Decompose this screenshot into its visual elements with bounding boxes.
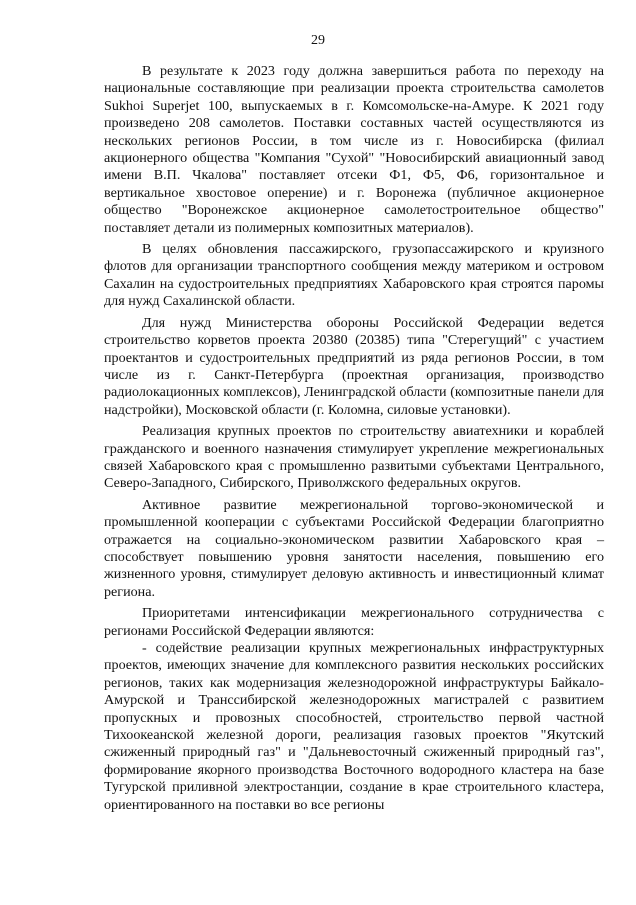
paragraph-interregional-links: Реализация крупных проектов по строительству авиатехники и кораблей гражданского и военного назначения стимулирует укрепление межрегиональных связей Хабаровского края с промышленно развитыми субъектами Центрального, Северо-Западного, Сибирского, Приволжского федеральных округов.	[104, 423, 604, 492]
document-body	[104, 63, 604, 814]
paragraph-cooperation-benefits: Активное развитие межрегиональной торгово-экономической и промышленной кооперации с субъектами Российской Федерации благоприятно отражается на социально-экономическом развитии Хабаровского края – способствует повышению уровня занятости населения, повышению его жизненного уровня, стимулирует деловую активность и инвестиционный климат региона.	[104, 496, 604, 600]
paragraph-superjet: В результате к 2023 году должна завершиться работа по переходу на национальные составляющие при реализации проекта строительства самолетов Sukhoi Superjet 100, выпускаемых в г. Комсомольске-на-Амуре. К 2021 году произведено 208 самолетов. Поставки составных частей осуществляются из нескольких регионов России, в том числе из г. Новосибирска (филиал акционерного общества "Компания "Сухой" "Новосибирский авиационный завод имени В.П. Чкалова" поставляет отсеки Ф1, Ф5, Ф6, горизонтальное и вертикальное хвостовое оперение) и г. Воронежа (публичное акционерное общество "Воронежское акционерное самолетостроительное общество" поставляет детали из полимерных композитных материалов).	[104, 63, 604, 236]
paragraph-corvettes: Для нужд Министерства обороны Российской Федерации ведется строительство корветов проекта 20380 (20385) типа "Стерегущий" с участием проектантов и судостроительных предприятий из ряда регионов России, в том числе из г. Санкт-Петербурга (проектная организация, производство радиолокационных комплексов), Ленинградской области (композитные панели для надстройки), Московской области (г. Коломна, силовые установки).	[104, 314, 604, 418]
page-number: 29	[311, 33, 325, 48]
paragraph-priorities-intro: Приоритетами интенсификации межрегионального сотрудничества с регионами Российской Федерации являются:	[104, 605, 604, 639]
paragraph-ferries: В целях обновления пассажирского, грузопассажирского и круизного флотов для организации транспортного сообщения между материком и островом Сахалин на судостроительных предприятиях Хабаровского края строятся паромы для нужд Сахалинской области.	[104, 241, 604, 310]
paragraph-priority-infrastructure: - содействие реализации крупных межрегиональных инфраструктурных проектов, имеющих значение для комплексного развития нескольких российских регионов, таких как модернизация железнодорожной инфраструктуры Байкало-Амурской и Транссибирской железнодорожных магистралей с развитием пропускных и провозных способностей, строительство первой частной Тихоокеанской железной дороги, реализация газовых проектов "Якутский сжиженный природный газ" и "Дальневосточный сжиженный природный газ", формирование якорного производства Восточного водородного кластера на базе Тугурской приливной электростанции, создание в крае строительного кластера, ориентированного на поставки во все регионы	[104, 640, 604, 813]
